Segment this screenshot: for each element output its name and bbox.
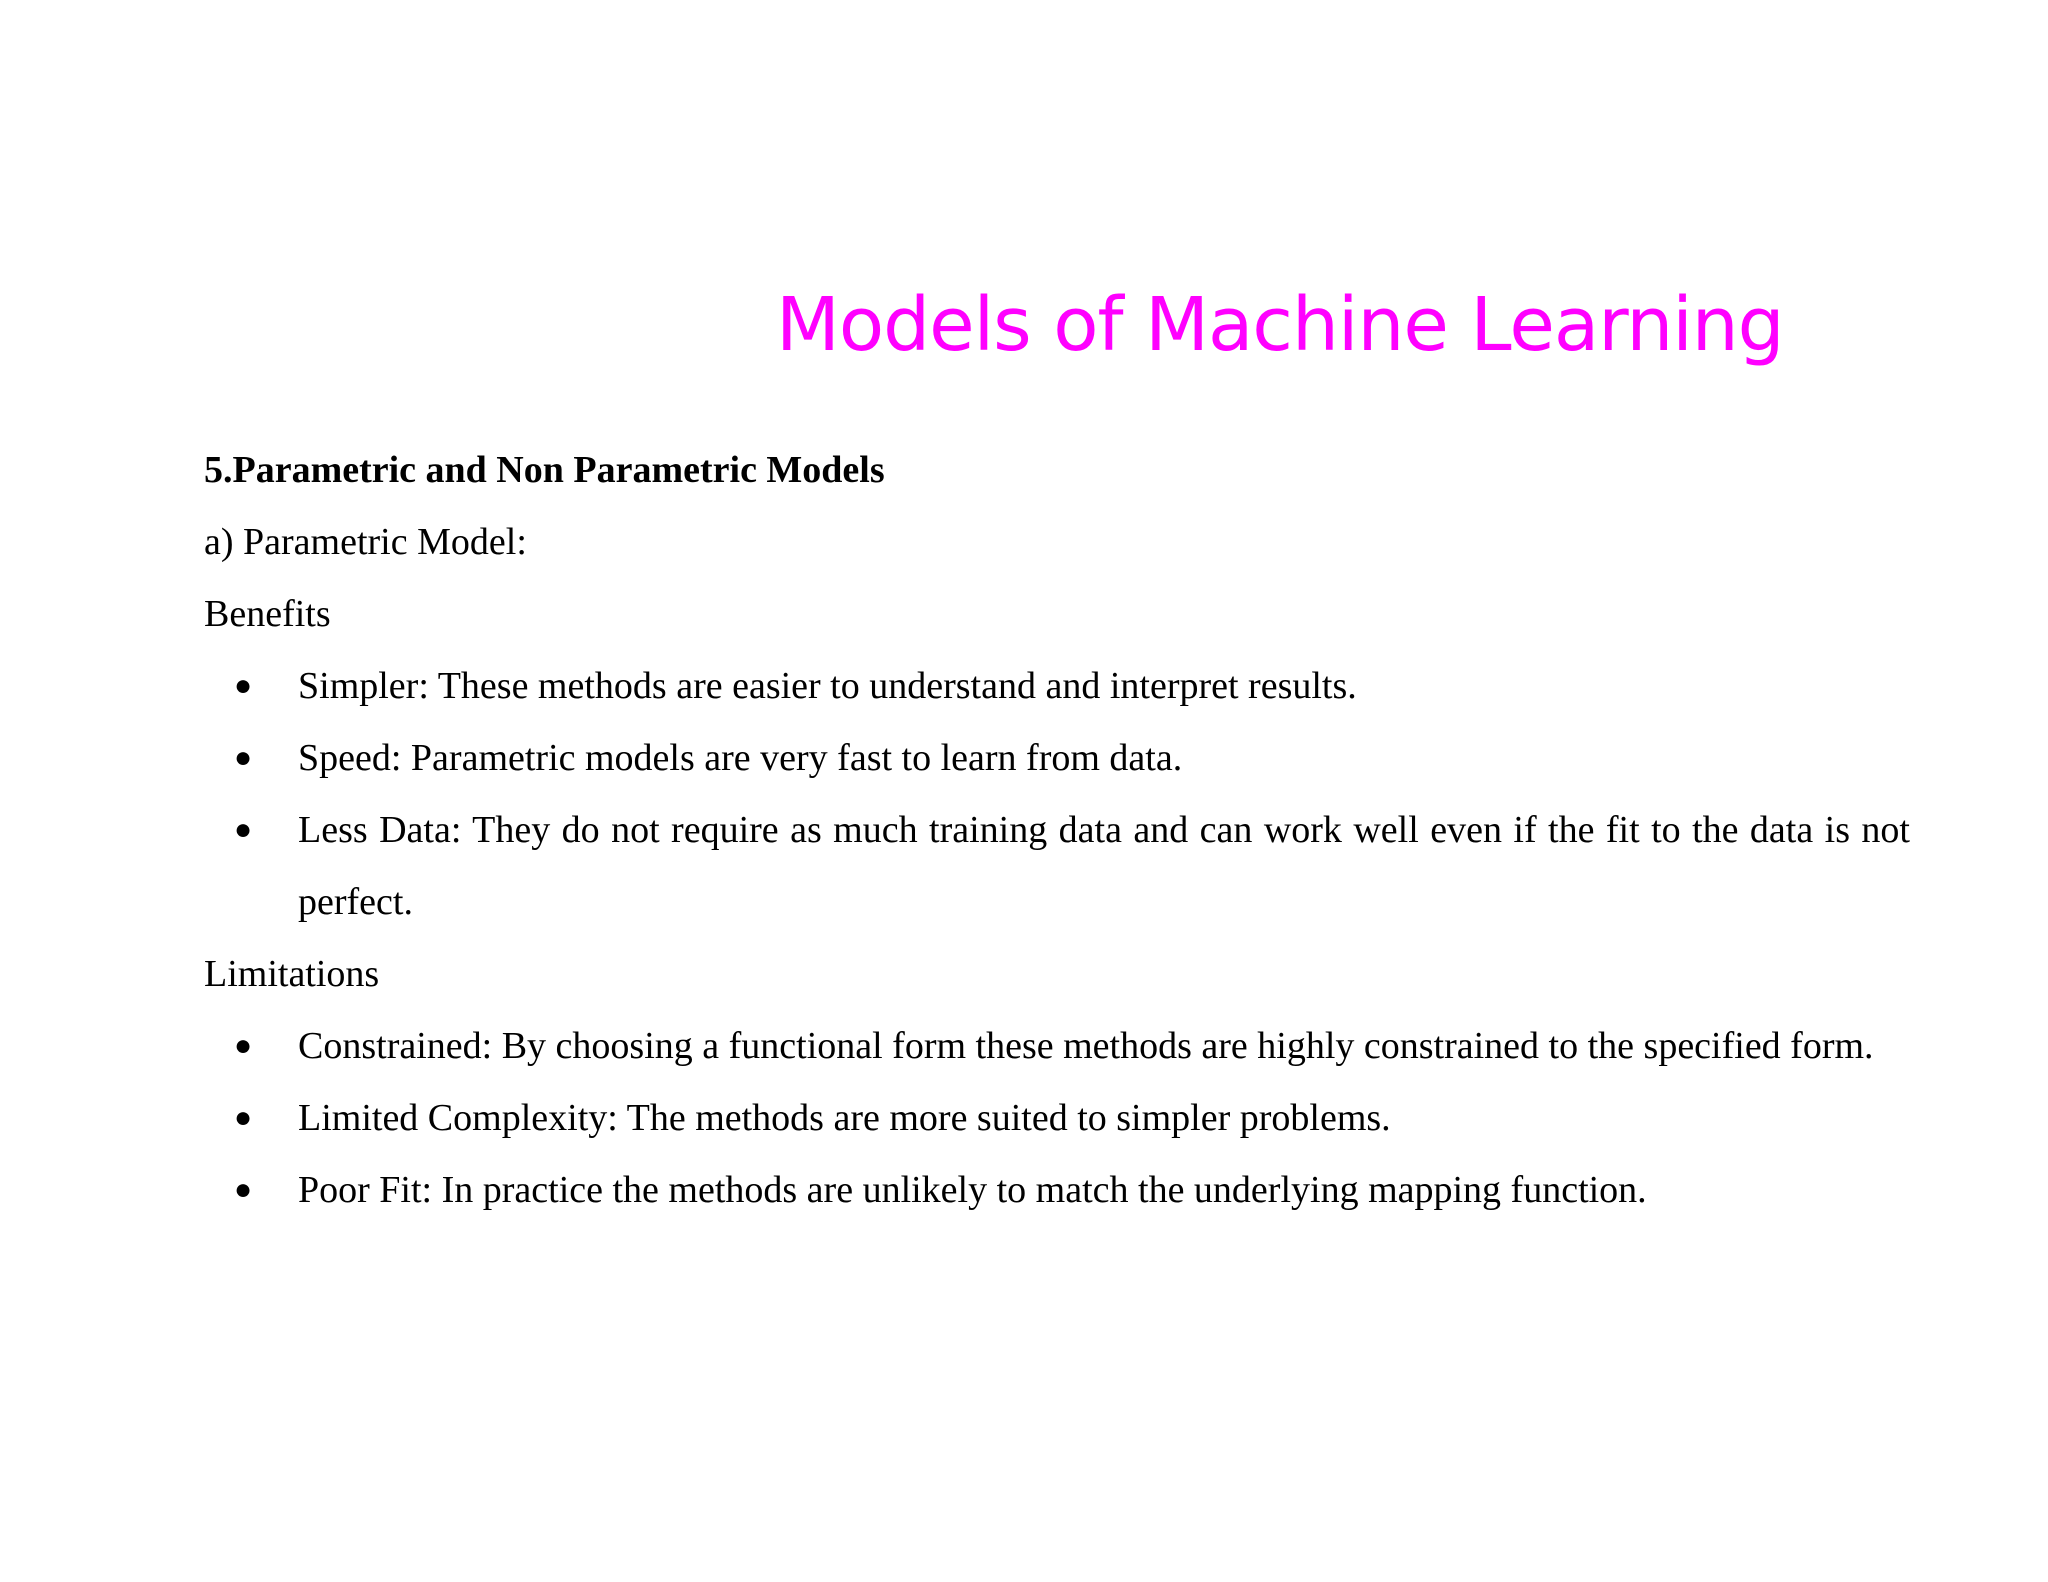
bullet-icon: ●	[234, 813, 253, 846]
bullet-icon: ●	[234, 1101, 253, 1134]
list-item	[204, 794, 1910, 938]
benefit-text: Less Data: They do not require as much training data and can work well even if the fit to the data is not perfect.	[298, 809, 1910, 923]
subsection-label: a) Parametric Model:	[204, 521, 527, 563]
page-title: Models of Machine Learning	[776, 282, 1784, 368]
limitation-text: Limited Complexity: The methods are more suited to simpler problems.	[298, 1097, 1391, 1139]
list-item	[204, 1082, 1910, 1154]
limitation-text: Poor Fit: In practice the methods are unlikely to match the underlying mapping function.	[298, 1169, 1647, 1211]
limitations-list	[204, 1010, 1910, 1226]
bullet-icon: ●	[234, 1029, 253, 1062]
list-item	[204, 1010, 1910, 1082]
bullet-icon: ●	[234, 669, 253, 702]
bullet-icon: ●	[234, 741, 253, 774]
limitation-text: Constrained: By choosing a functional form these methods are highly constrained to the specified form.	[298, 1025, 1874, 1067]
list-item	[204, 722, 1910, 794]
list-item	[204, 650, 1910, 722]
section-heading: 5.Parametric and Non Parametric Models	[204, 449, 885, 491]
list-item	[204, 1154, 1910, 1226]
bullet-icon: ●	[234, 1173, 253, 1206]
benefits-list	[204, 650, 1910, 938]
benefit-text: Speed: Parametric models are very fast to learn from data.	[298, 737, 1183, 779]
benefit-text: Simpler: These methods are easier to understand and interpret results.	[298, 665, 1357, 707]
document-content	[204, 434, 1910, 1226]
limitations-heading: Limitations	[204, 953, 380, 995]
benefits-heading: Benefits	[204, 593, 331, 635]
